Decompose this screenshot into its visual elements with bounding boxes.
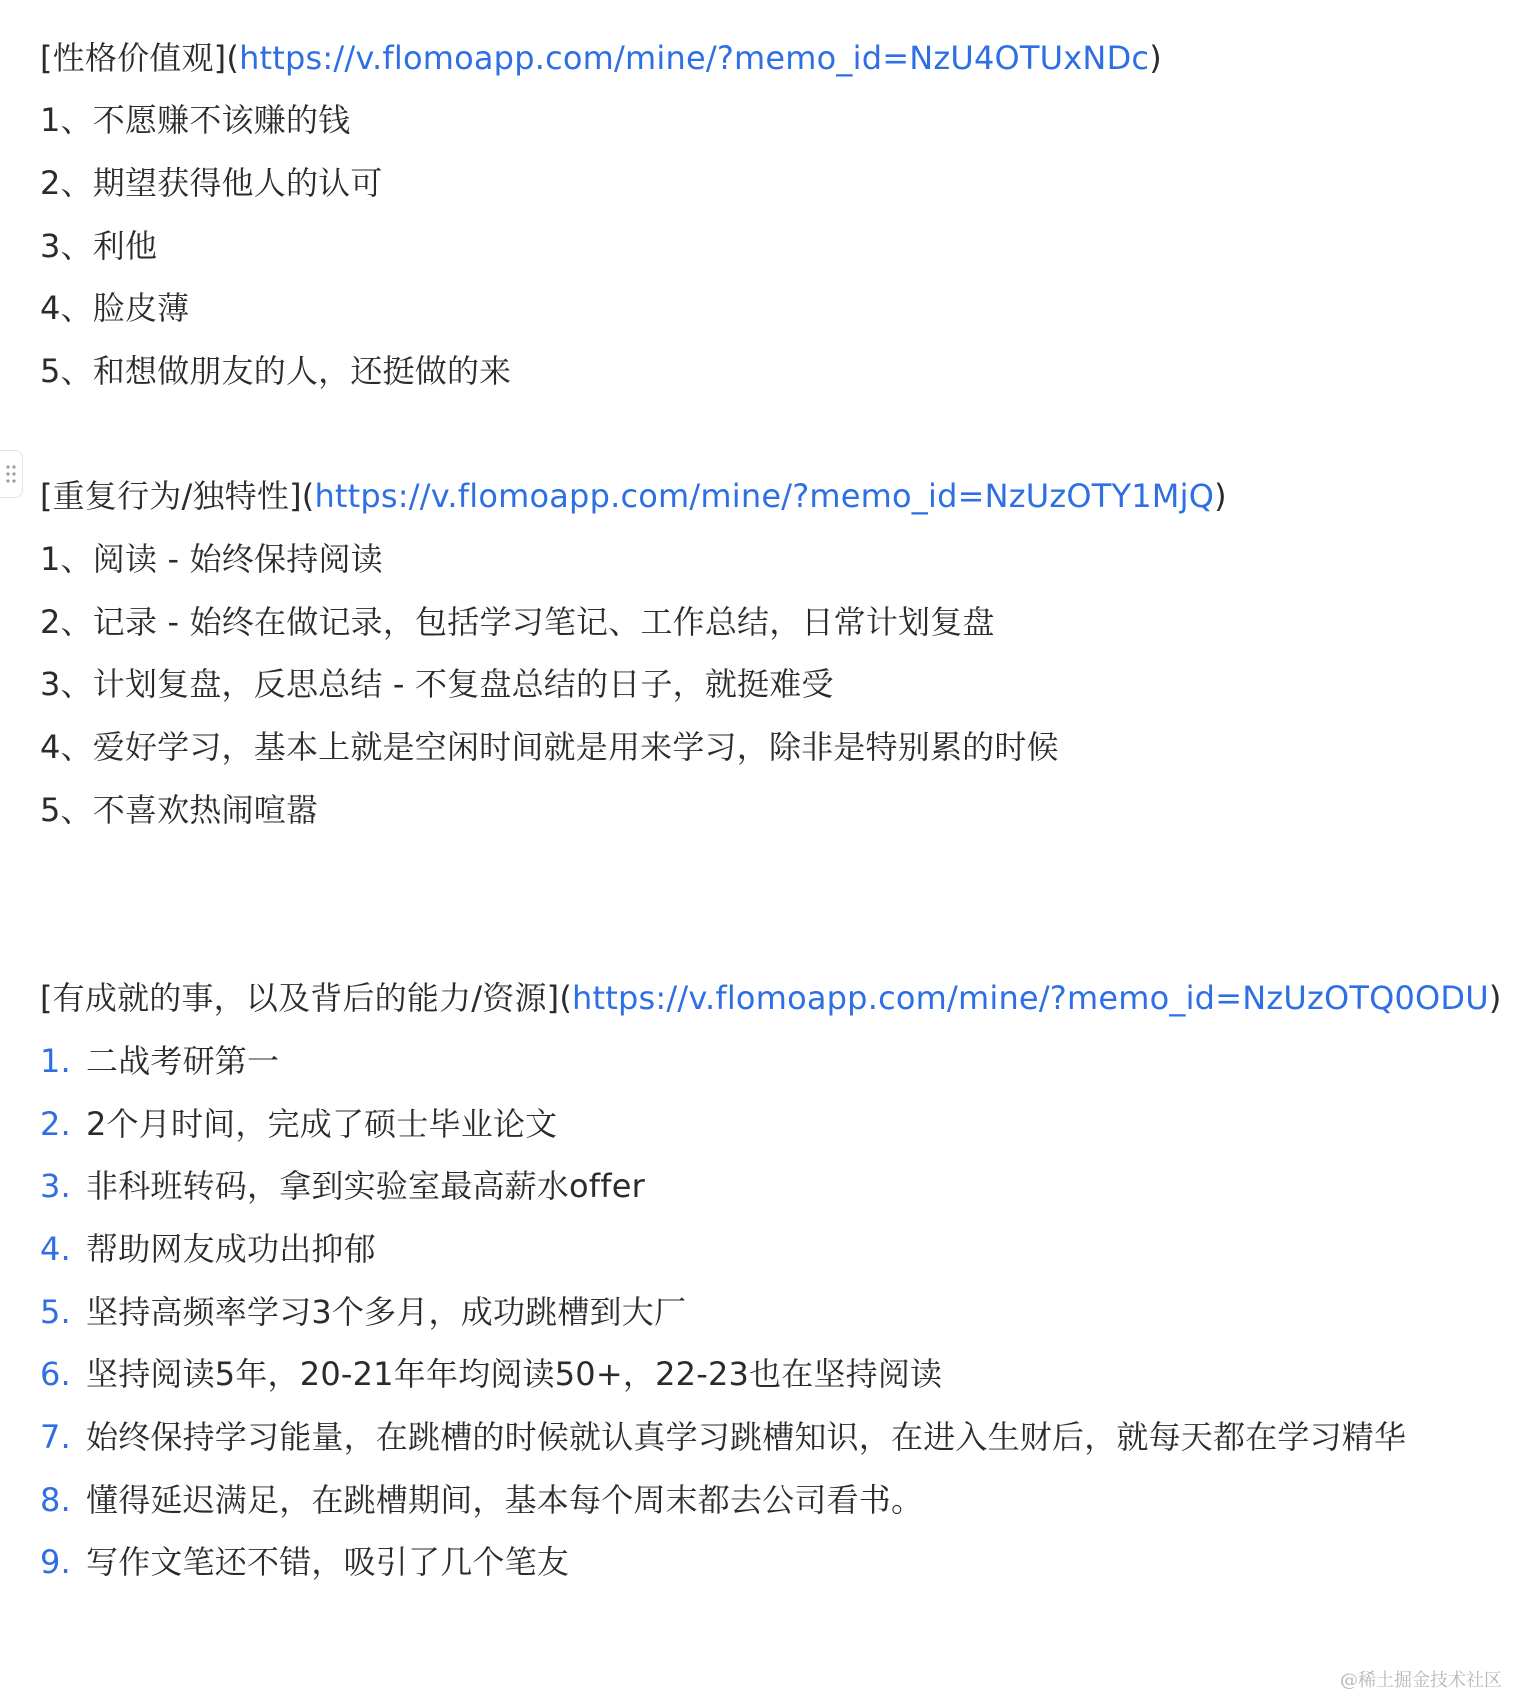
list-item: 4、脸皮薄 [40, 289, 190, 327]
list-item-text: 非科班转码，拿到实验室最高薪水offer [86, 1167, 645, 1205]
heading-prefix: [重复行为/独特性]( [40, 477, 315, 515]
list-item-text: 写作文笔还不错，吸引了几个笔友 [86, 1543, 570, 1581]
ordered-list-item [40, 1292, 686, 1332]
list-number: 2. [40, 1105, 71, 1143]
heading-prefix: [性格价值观]( [40, 39, 240, 77]
list-item-text: 坚持高频率学习3个多月，成功跳槽到大厂 [86, 1293, 687, 1331]
ordered-list-item [40, 1041, 279, 1081]
list-item-text: 始终保持学习能量，在跳槽的时候就认真学习跳槽知识，在进入生财后，就每天都在学习精华 [86, 1418, 1407, 1456]
heading-suffix: ) [1488, 979, 1502, 1017]
list-item-text: 帮助网友成功出抑郁 [86, 1230, 376, 1268]
list-number: 3. [40, 1167, 71, 1205]
list-item-text: 二战考研第一 [86, 1042, 280, 1080]
ordered-list-item [40, 1229, 376, 1269]
list-item-text: 懂得延迟满足，在跳槽期间，基本每个周末都去公司看书。 [86, 1481, 924, 1519]
section-heading-achievements [40, 978, 1502, 1018]
list-item: 2、期望获得他人的认可 [40, 164, 383, 202]
list-item: 5、和想做朋友的人，还挺做的来 [40, 352, 512, 390]
list-item: 2、记录 - 始终在做记录，包括学习笔记、工作总结，日常计划复盘 [40, 603, 995, 641]
ordered-list-item [40, 1542, 569, 1582]
list-item-text: 2个月时间，完成了硕士毕业论文 [86, 1105, 558, 1143]
list-item-text: 坚持阅读5年，20-21年年均阅读50+，22-23也在坚持阅读 [86, 1355, 943, 1393]
memo-link[interactable]: https://v.flomoapp.com/mine/?memo_id=NzUzOTQ0ODU [572, 979, 1489, 1017]
list-item: 5、不喜欢热闹喧嚣 [40, 791, 319, 829]
list-number: 8. [40, 1481, 71, 1519]
list-number: 9. [40, 1543, 71, 1581]
list-number: 5. [40, 1293, 71, 1331]
ordered-list-item [40, 1354, 942, 1394]
memo-link[interactable]: https://v.flomoapp.com/mine/?memo_id=NzUzOTY1MjQ [314, 477, 1215, 515]
list-item: 1、不愿赚不该赚的钱 [40, 101, 351, 139]
list-item: 4、爱好学习，基本上就是空闲时间就是用来学习，除非是特别累的时候 [40, 728, 1059, 766]
section-heading-personality [40, 38, 1162, 78]
ordered-list-item [40, 1166, 645, 1206]
list-item: 3、利他 [40, 227, 158, 265]
list-number: 1. [40, 1042, 71, 1080]
heading-suffix: ) [1214, 477, 1227, 515]
watermark: @稀土掘金技术社区 [1340, 1670, 1502, 1691]
heading-prefix: [有成就的事，以及背后的能力/资源]( [40, 979, 573, 1017]
drag-dots-icon [5, 463, 17, 485]
heading-suffix: ) [1149, 39, 1162, 77]
list-number: 6. [40, 1355, 71, 1393]
ordered-list-item [40, 1480, 923, 1520]
ordered-list-item [40, 1417, 1406, 1457]
memo-link[interactable]: https://v.flomoapp.com/mine/?memo_id=NzU4OTUxNDc [239, 39, 1150, 77]
list-number: 7. [40, 1418, 71, 1456]
ordered-list-item [40, 1104, 557, 1144]
list-number: 4. [40, 1230, 71, 1268]
section-heading-behavior [40, 476, 1227, 516]
list-item: 1、阅读 - 始终保持阅读 [40, 540, 383, 578]
drag-handle-icon[interactable] [0, 450, 23, 498]
list-item: 3、计划复盘，反思总结 - 不复盘总结的日子，就挺难受 [40, 665, 834, 703]
